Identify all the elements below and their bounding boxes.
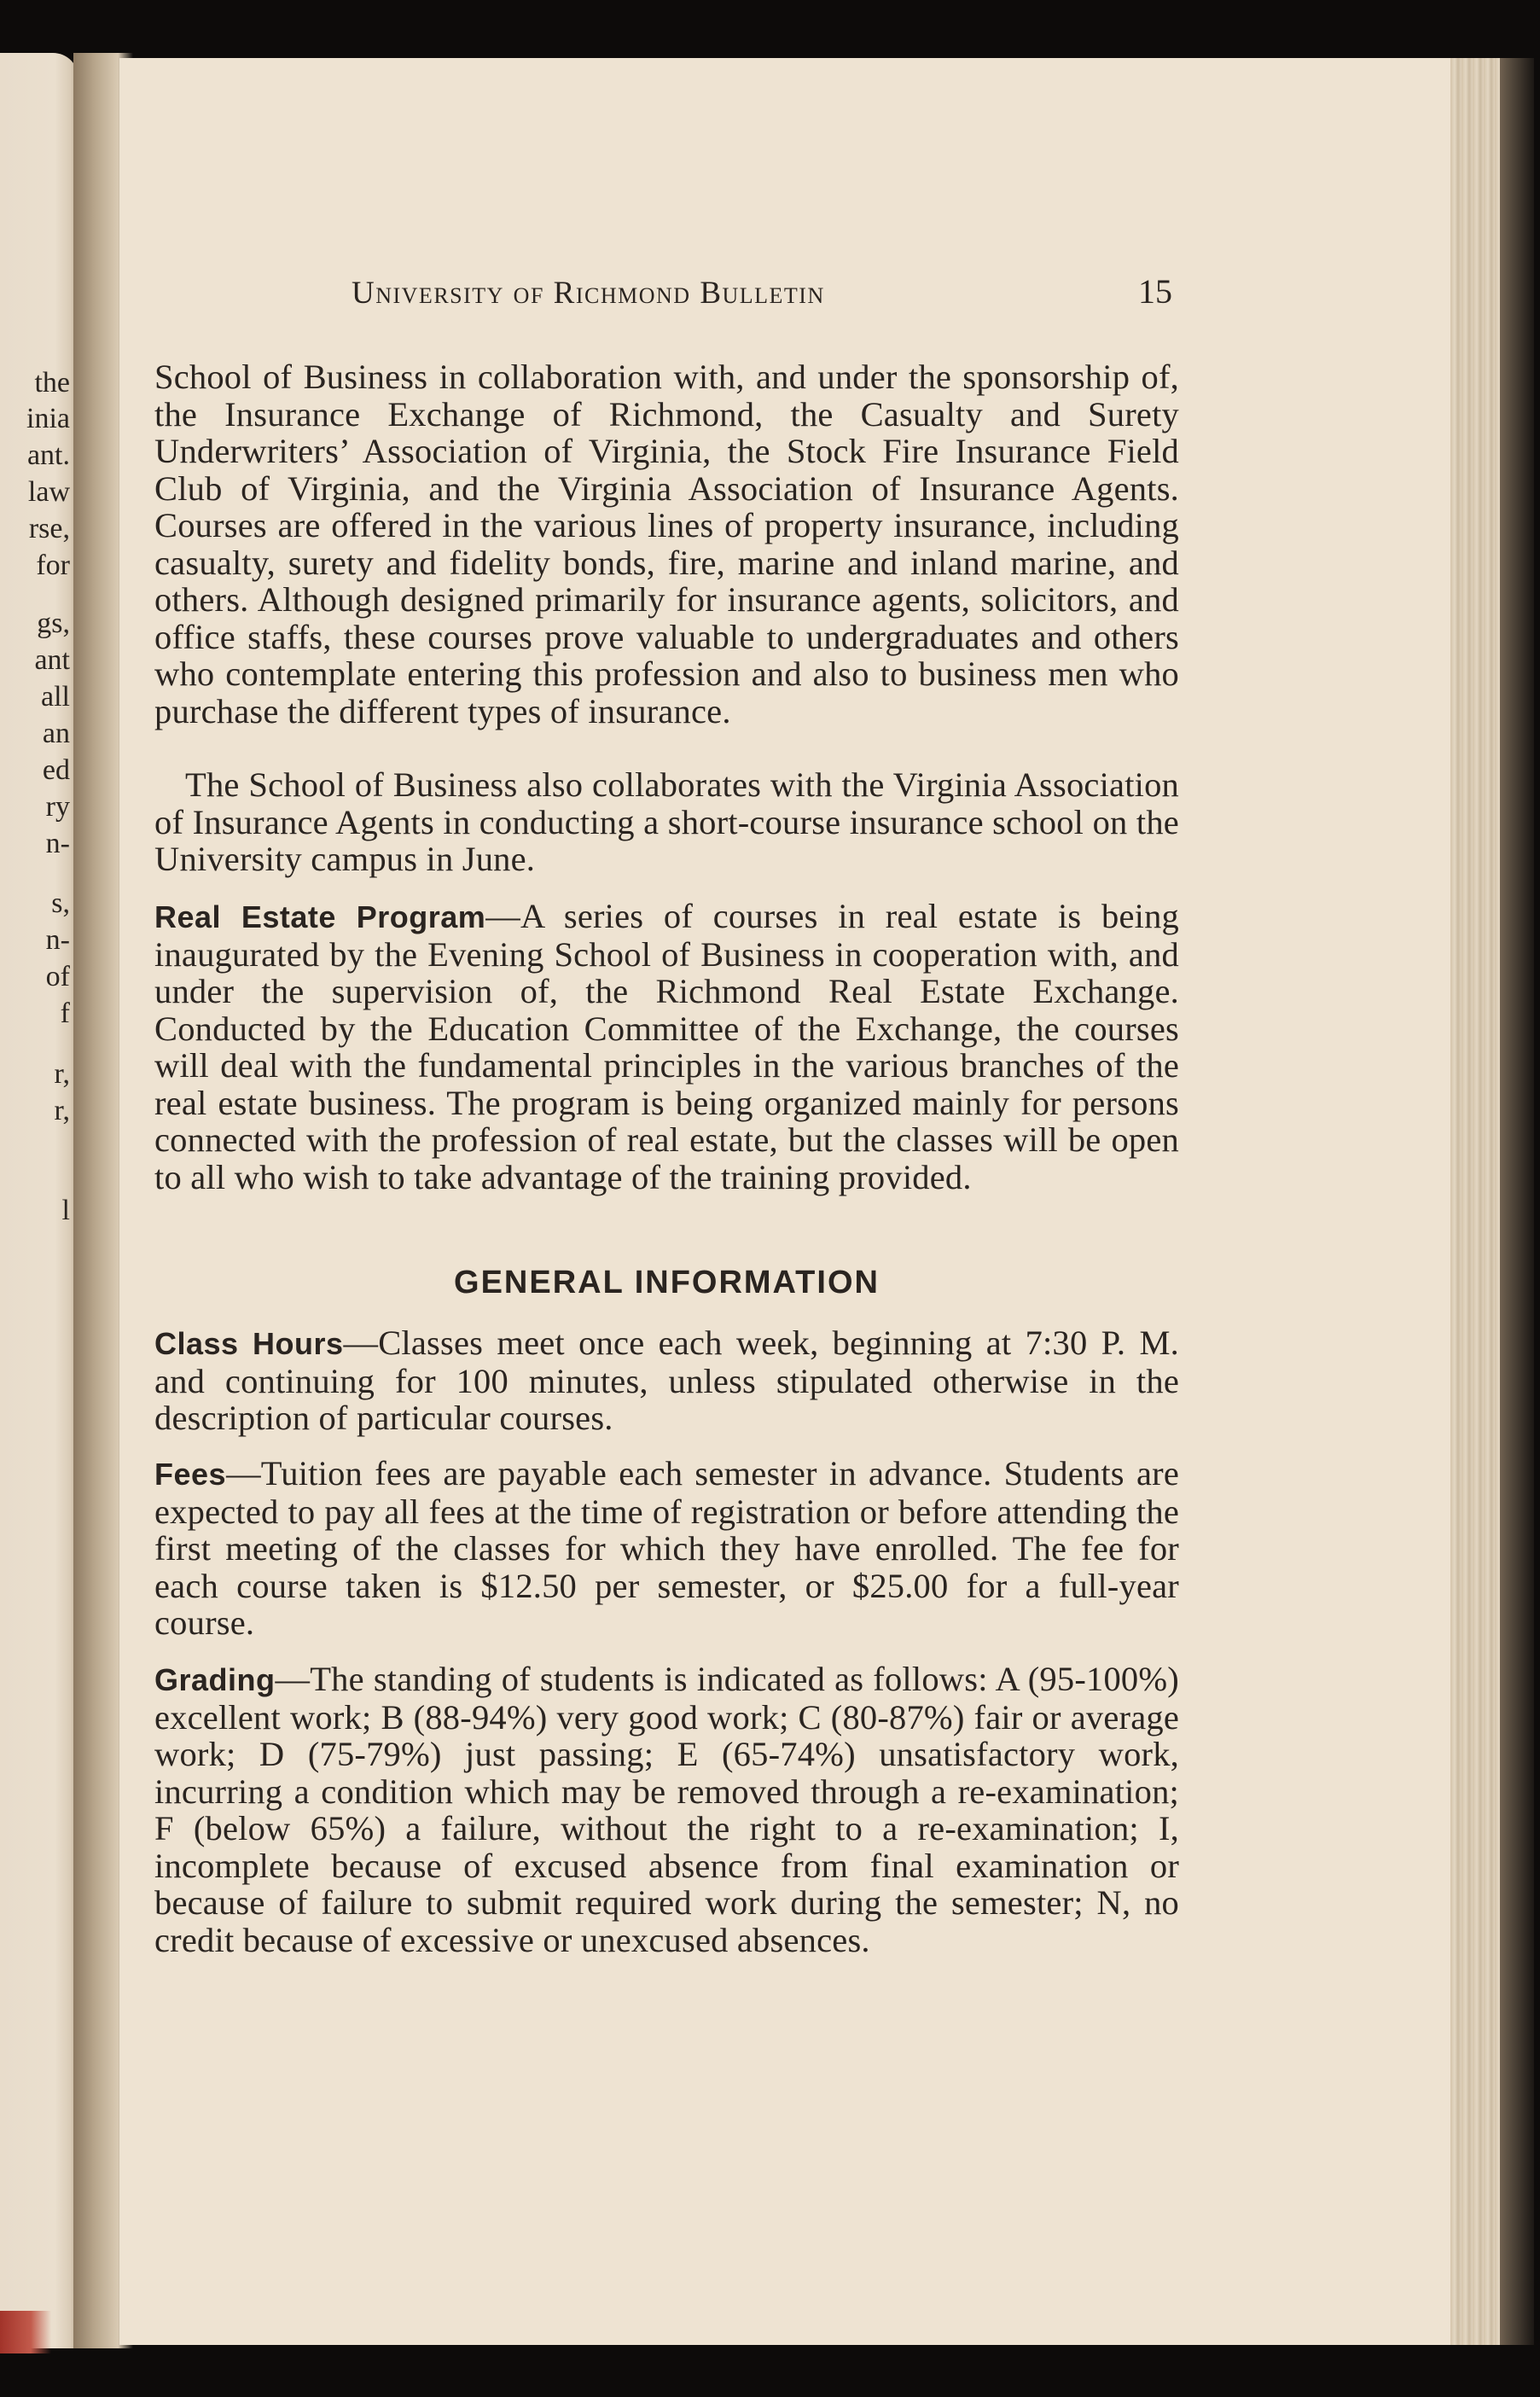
previous-page-fragment: n-	[45, 924, 70, 956]
previous-page-fragment: l	[61, 1195, 70, 1226]
previous-page-fragment: f	[60, 998, 70, 1029]
heading-fees: Fees	[154, 1457, 227, 1492]
paragraph-continuation: School of Business in collaboration with, and under the sponsorship of, the Insurance Exchange of Richmond, the Casualty and Surety Underwriters’ Association of Virginia, the Stock Fire Insurance Field Club of Virginia, and the Virginia Association of Insurance Agents. Courses are offered in the various lines of property insurance, including casualty, surety and fidelity bonds, fire, marine and inland marine, and others. Although designed primarily for insurance agents, solicitors, and office staffs, these courses prove valuable to undergraduates and others who contemplate entering this profession and also to business men who purchase the different types of insurance.	[154, 358, 1179, 730]
previous-page-fragment: ry	[45, 791, 70, 823]
page-number: 15	[1138, 272, 1172, 311]
previous-page-fragment: gs,	[37, 608, 70, 639]
paragraph-real-estate	[154, 898, 1179, 1196]
red-ribbon-mark	[0, 2311, 51, 2353]
text-class-hours: —Classes meet once each week, beginning at 7:30 P. M. and continuing for 100 minutes, unless stipulated otherwise in the description of particular courses.	[154, 1324, 1179, 1437]
previous-page-fragment: law	[27, 476, 70, 508]
text-fees: —Tuition fees are payable each semester in advance. Students are expected to pay all fees at the time of registration or before attending the first meeting of the classes for which they have enrolled. The fee for each course taken is $12.50 per semester, or $25.00 for a full-year course.	[154, 1454, 1179, 1642]
heading-real-estate: Real Estate Program	[154, 899, 486, 934]
heading-grading: Grading	[154, 1662, 276, 1697]
paragraph-fees	[154, 1455, 1179, 1642]
previous-page-fragment: inia	[26, 403, 70, 434]
previous-page-fragment: s,	[51, 887, 70, 919]
previous-page-fragment: for	[36, 550, 70, 581]
previous-page-fragment: an	[42, 718, 70, 749]
paragraph-class-hours	[154, 1324, 1179, 1437]
running-title: University of Richmond Bulletin	[352, 276, 825, 311]
page-shadow	[1500, 58, 1534, 2345]
previous-page-fragment: the	[34, 367, 70, 399]
previous-page-fragment: ant	[34, 644, 70, 676]
previous-page-fragment: of	[45, 961, 70, 992]
text-grading: —The standing of students is indicated as follows: A (95-100%) excellent work; B (88-94%) very good work; C (80-87%) fair or average work; D (75-79%) just passing; E (65-74%) unsatisfactory work, incurring a condition which may be removed through a re-examination; F (below 65%) a failure, without the right to a re-examination; I, incomplete because of excused absence from final examination or because of failure to submit required work during the semester; N, no credit because of excessive or unexcused absences.	[154, 1660, 1179, 1959]
previous-page-edge	[0, 53, 78, 2348]
previous-page-fragment: r,	[54, 1095, 70, 1126]
paragraph-collaboration: The School of Business also collaborates with the Virginia Association of Insurance Agents in conducting a short-course insurance school on the University campus in June.	[154, 765, 1179, 878]
previous-page-fragment: all	[41, 681, 70, 713]
section-title-general-information: GENERAL INFORMATION	[454, 1265, 880, 1300]
paragraph-grading	[154, 1661, 1179, 1958]
previous-page-fragment: ant.	[26, 439, 70, 471]
text-real-estate: —A series of courses in real estate is being inaugurated by the Evening School of Business in cooperation with, and under the supervision of, the Richmond Real Estate Exchange. Conducted by the Education Committee of the Exchange, the courses will deal with the fundamental principles in the various branches of the real estate business. The program is being organized mainly for persons connected with the profession of real estate, but the classes will be open to all who wish to take advantage of the training provided.	[154, 897, 1179, 1196]
page-stack-edge	[1450, 58, 1503, 2345]
previous-page-fragment: r,	[54, 1058, 70, 1090]
heading-class-hours: Class Hours	[154, 1326, 344, 1361]
previous-page-fragment: rse,	[28, 513, 70, 544]
previous-page-fragment: n-	[45, 828, 70, 859]
previous-page-fragment: ed	[42, 754, 70, 786]
